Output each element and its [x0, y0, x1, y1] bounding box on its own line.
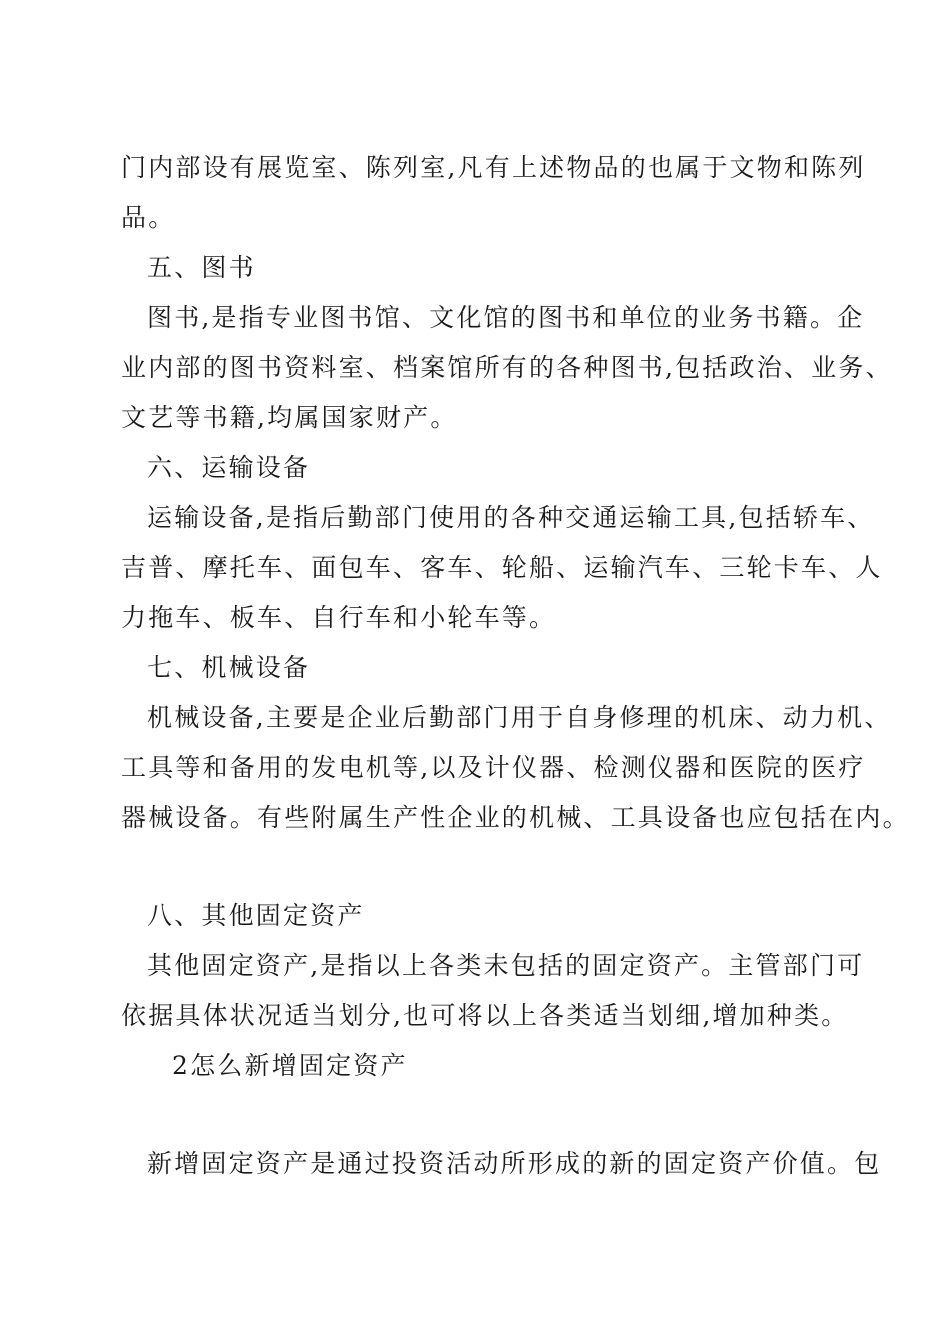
- body-text-line: 依据具体状况适当划分,也可将以上各类适当划细,增加种类。: [121, 1001, 849, 1030]
- body-text-line: 运输设备,是指后勤部门使用的各种交通运输工具,包括轿车、: [147, 503, 875, 532]
- section-heading: 八、其他固定资产: [147, 901, 365, 930]
- body-text-line: 新增固定资产是通过投资活动所形成的新的固定资产价值。包: [147, 1149, 882, 1178]
- body-text-line: 文艺等书籍,均属国家财产。: [121, 403, 458, 432]
- body-text-line: 吉普、摩托车、面包车、客车、轮船、运输汽车、三轮卡车、人: [121, 553, 883, 582]
- body-text-line: 业内部的图书资料室、档案馆所有的各种图书,包括政治、业务、: [121, 353, 893, 382]
- body-text-line: 力拖车、板车、自行车和小轮车等。: [121, 603, 557, 632]
- body-text-line: 其他固定资产,是指以上各类未包括的固定资产。主管部门可: [147, 951, 865, 980]
- section-heading: 七、机械设备: [147, 653, 311, 682]
- section-heading: 五、图书: [147, 253, 256, 282]
- body-text-line: 品。: [121, 203, 176, 232]
- section-heading: 六、运输设备: [147, 453, 311, 482]
- subsection-heading: 2怎么新增固定资产: [172, 1051, 408, 1080]
- body-text-line: 器械设备。有些附属生产性企业的机械、工具设备也应包括在内。: [121, 803, 910, 832]
- body-text-line: 门内部设有展览室、陈列室,凡有上述物品的也属于文物和陈列: [121, 153, 866, 182]
- body-text-line: 图书,是指专业图书馆、文化馆的图书和单位的业务书籍。企: [147, 303, 865, 332]
- body-text-line: 机械设备,主要是企业后勤部门用于自身修理的机床、动力机、: [147, 703, 892, 732]
- body-text-line: 工具等和备用的发电机等,以及计仪器、检测仪器和医院的医疗: [121, 753, 866, 782]
